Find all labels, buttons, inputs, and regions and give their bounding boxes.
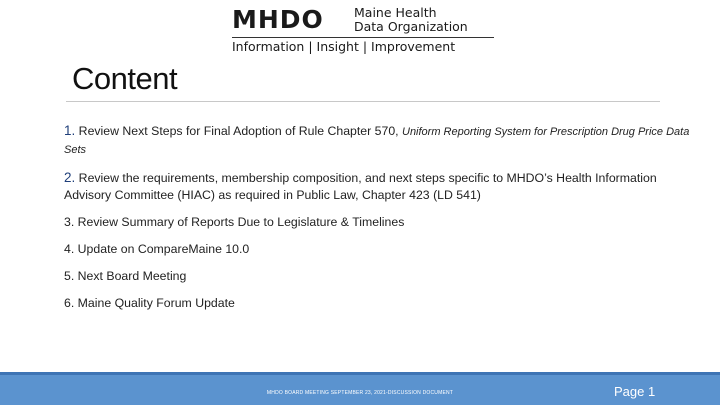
slide-title: Content	[72, 61, 178, 96]
mhdo-logo	[232, 4, 494, 54]
agenda-item-1-italic: Uniform Reporting System for Prescription Drug Price Data Sets	[64, 126, 690, 156]
agenda-item-1-text: Review Next Steps for Final Adoption of Rule Chapter 570,	[75, 124, 402, 138]
agenda-item-4: 4. Update on CompareMaine 10.0	[64, 242, 250, 256]
title-divider	[66, 101, 660, 102]
logo-tagline: Information | Insight | Improvement	[232, 39, 456, 54]
logo-main-text: MHDO	[232, 5, 324, 34]
agenda-item-6: 6. Maine Quality Forum Update	[64, 296, 235, 310]
agenda-item-2	[64, 169, 704, 204]
agenda-list	[64, 122, 704, 322]
logo-line-1: Maine Health	[354, 5, 437, 20]
logo-line-2: Data Organization	[354, 19, 468, 34]
page-number: Page 1	[614, 384, 656, 399]
agenda-item-1	[64, 122, 704, 159]
agenda-item-5: 5. Next Board Meeting	[64, 269, 187, 283]
logo-divider	[232, 37, 494, 38]
footer-document-label: MHDO BOARD MEETING SEPTEMBER 23, 2021-DISCUSSION DOCUMENT	[266, 390, 454, 396]
agenda-item-3: 3. Review Summary of Reports Due to Legislature & Timelines	[64, 215, 405, 229]
agenda-item-1-number: 1.	[64, 123, 76, 138]
agenda-item-2-text: Review the requirements, membership composition, and next steps specific to MHDO’s Health Information Advisory Committee (HIAC) as required in Public Law, Chapter 423 (LD 541)	[64, 171, 657, 202]
agenda-item-2-number: 2.	[64, 170, 76, 185]
